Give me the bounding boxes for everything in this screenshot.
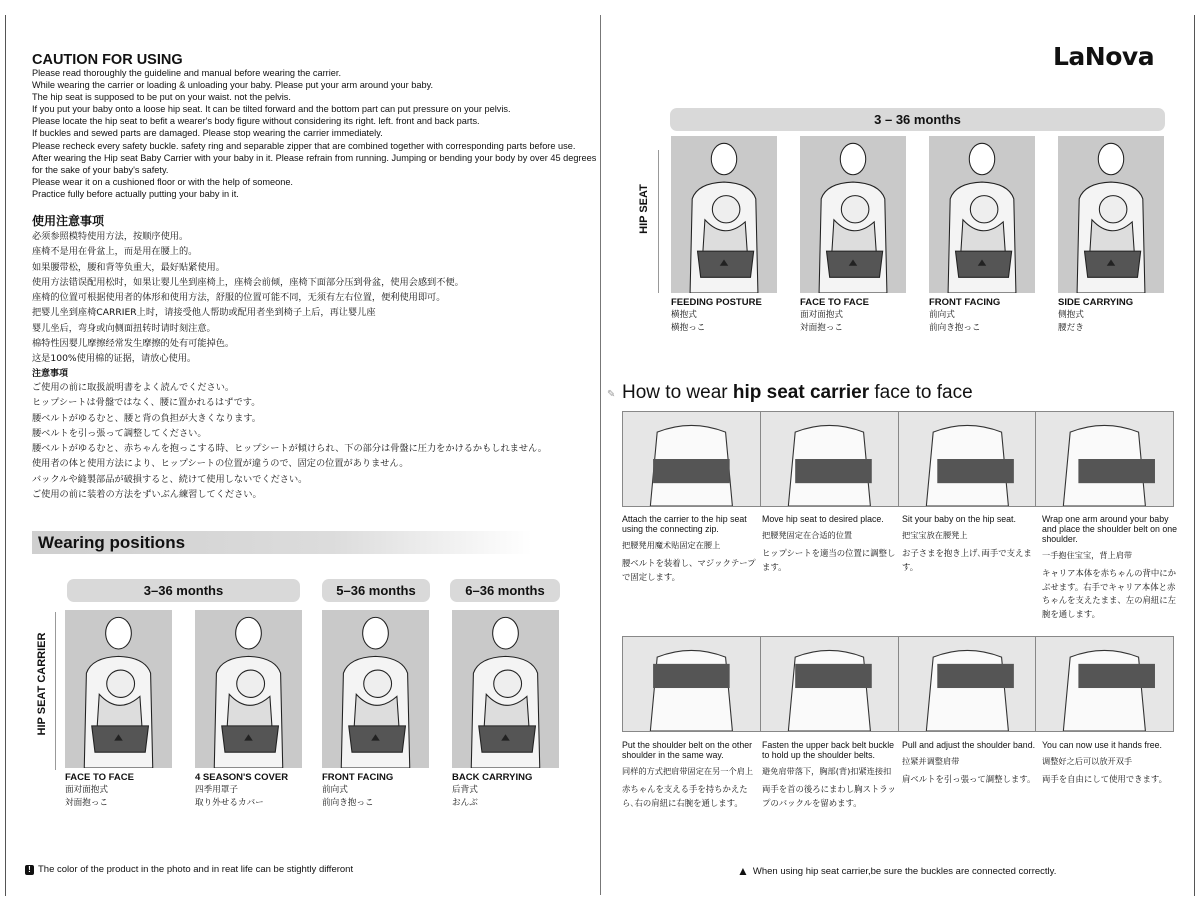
text-line: ご使用の前に取扱説明書をよく読んでください。 (32, 382, 235, 393)
page-divider (600, 15, 601, 895)
text-line: 这是100%使用棉的证据，请放心使用。 (32, 353, 197, 364)
position-label-cn: 前向式 (929, 310, 955, 320)
text-line: 必须参照模特使用方法，按顺序使用。 (32, 231, 189, 242)
text-line: 座椅不是用在骨盆上，而是用在腰上的。 (32, 246, 198, 258)
caution-jp-list (32, 380, 547, 502)
step-text-cn: 拉紧并调整肩带 (902, 756, 960, 766)
position-illustration (195, 610, 302, 768)
position-illustration (65, 610, 172, 768)
position-label-en: 4 SEASON'S COVER (195, 772, 289, 783)
wearing-positions-banner: Wearing positions (32, 531, 532, 554)
exclamation-icon: ! (25, 865, 34, 875)
text-line: Practice fully before actually putting your baby in it. (32, 188, 239, 199)
buckle-warning (737, 864, 1056, 878)
caution-jp-title: 注意事項 (32, 369, 69, 379)
position-label-jp: 横抱っこ (671, 323, 706, 333)
position-label (65, 771, 134, 810)
text-line: Please read thoroughly the guideline and manual before wearing the carrier. (32, 68, 342, 78)
position-label-jp: 腰だき (1058, 323, 1084, 333)
position-label-cn: 四季用罩子 (195, 785, 238, 795)
position-label-jp: 前向き抱っこ (929, 323, 981, 333)
caution-en-title: CAUTION FOR USING (32, 52, 183, 68)
step-text-jp: 両手を自由にして使用できます。 (1042, 774, 1167, 784)
step-illustration (899, 412, 1037, 506)
side-label-line (55, 612, 56, 770)
text-line: 把婴儿坐到座椅CARRIER上时，请接受他人帮助或配用者坐到椅子上后，再让婴儿座 (32, 307, 376, 319)
howto-step-1 (622, 514, 760, 584)
age-pill-5-36: 5–36 months (322, 579, 430, 602)
text-line: 腰ベルトがゆるむと、赤ちゃんを抱っこする時、ヒップシートが傾けられ、下の部分は骨盤に圧力をかけるかもしれません。 (32, 443, 547, 454)
buckle-warning-text: When using hip seat carrier,be sure the buckles are connected correctly. (752, 865, 1057, 877)
step-text-en: Sit your baby on the hip seat. (902, 514, 1016, 524)
step-text-cn: 把宝宝放在腰凳上 (902, 530, 968, 540)
text-line: 腰ベルトを引っ張って調整してください。 (32, 427, 207, 439)
step-text-jp: 肩ベルトを引っ張って調整します。 (902, 774, 1036, 784)
step-text-en: Pull and adjust the shoulder band. (902, 740, 1036, 750)
howto-step-4 (1042, 514, 1180, 621)
step-text-cn: 一手抱住宝宝，背上肩带 (1042, 550, 1133, 560)
steps-row-1-images (622, 411, 1174, 507)
position-label (671, 296, 762, 335)
text-line: If you put your baby onto a loose hip seat. It can be tilted forward and the bottom part can put pressure on your pelvis. (32, 104, 511, 115)
position-label-en: FRONT FACING (322, 772, 394, 783)
step-text-jp: ヒップシートを適当の位置に調整します。 (762, 548, 896, 572)
step-text-en: You can now use it hands free. (1042, 740, 1162, 750)
caution-en-list (32, 67, 596, 200)
position-label-jp: 対面抱っこ (800, 323, 843, 333)
position-illustration (1058, 136, 1164, 293)
howto-step-3 (902, 514, 1040, 574)
text-line: Please recheck every safety buckle. safety ring and separable zipper that are combined together with corresponding parts before use. (32, 140, 576, 151)
age-pill-6-36: 6–36 months (450, 579, 560, 602)
step-text-jp: お子さまを抱き上げ､両手で支えます。 (902, 548, 1032, 572)
steps-row-2-images (622, 636, 1174, 732)
step-text-en: Attach the carrier to the hip seat using the connecting zip. (622, 514, 747, 534)
position-label-cn: 横抱式 (671, 310, 697, 320)
step-text-jp: 腰ベルトを装着し、マジックテープで固定します。 (622, 558, 756, 582)
howto-step-8 (1042, 740, 1180, 787)
text-line: While wearing the carrier or loading & unloading your baby. Please put your arm around your baby. (32, 80, 434, 91)
position-label-en: SIDE CARRYING (1058, 297, 1134, 308)
color-disclaimer-text: The color of the product in the photo and in reat life can be stightly differont (38, 864, 354, 875)
age-pill-3-36: 3–36 months (67, 579, 300, 602)
position-label-en: FRONT FACING (929, 297, 1001, 308)
howto-prefix: How to wear (622, 382, 733, 403)
age-pill-right: 3 – 36 months (670, 108, 1165, 131)
position-label-cn: 前向式 (322, 785, 348, 795)
position-label (452, 771, 532, 810)
howto-step-6 (762, 740, 900, 810)
step-illustration (623, 412, 761, 506)
text-line: 座椅的位置可根据使用者的体形和使用方法，舒服的位置可能不同，无须有左右位置，便利使用即可。 (32, 292, 446, 303)
hip-seat-side-label: HIP SEAT (638, 184, 650, 234)
color-disclaimer (25, 864, 353, 875)
text-line: 婴儿坐后，弯身或向侧面扭转时请时刻注意。 (32, 322, 216, 334)
text-line: for the sake of your baby's safety. (32, 164, 169, 175)
howto-suffix: face to face (869, 382, 973, 403)
position-label-en: BACK CARRYING (452, 772, 533, 783)
position-label-cn: 后背式 (452, 785, 478, 795)
step-illustration (623, 637, 761, 731)
step-text-jp: キャリア本体を赤ちゃんの背中にかぶせます。右手でキャリア本体と赤ちゃんを支えたまま、左の肩紐に左腕を通します。 (1042, 568, 1176, 619)
text-line: Please locate the hip seat to befit a wearer's body figure without considering its right. left. front and back parts. (32, 116, 480, 127)
pencil-icon: ✎ (607, 389, 616, 400)
position-label (1058, 296, 1133, 335)
position-label (195, 771, 288, 810)
position-illustration (452, 610, 559, 768)
warning-icon: ▲ (737, 864, 749, 878)
text-line: 如果腰带松，腰和背等负重大，最好贴紧使用。 (32, 261, 225, 273)
text-line: バックルや縫製部品が破損すると、続けて使用しないでください。 (32, 473, 308, 485)
position-illustration (800, 136, 906, 293)
step-text-en: Fasten the upper back belt buckle to hold up the shoulder belts. (762, 740, 895, 760)
lanova-logo: LaNova (1053, 42, 1155, 71)
step-illustration (761, 637, 899, 731)
step-illustration (899, 637, 1037, 731)
position-label (800, 296, 869, 335)
text-line: If buckles and sewed parts are damaged. Please stop wearing the carrier immediately. (32, 128, 383, 139)
step-text-cn: 避免肩带落下，胸部(背)扣紧连接扣 (762, 766, 892, 776)
position-label-jp: 前向き抱っこ (322, 798, 374, 808)
position-label-cn: 面对面抱式 (65, 785, 108, 795)
hip-seat-carrier-side-label: HIP SEAT CARRIER (36, 632, 48, 736)
position-illustration (322, 610, 429, 768)
position-label-cn: 侧抱式 (1058, 310, 1084, 320)
text-line: ヒップシートは骨盤ではなく、腰に置かれるはずです。 (32, 397, 261, 409)
position-illustration (929, 136, 1035, 293)
step-text-en: Wrap one arm around your baby and place the shoulder belt on one shoulder. (1042, 514, 1177, 544)
text-line: 棉特性因婴儿摩擦经常发生摩擦的处有可能掉色。 (32, 337, 235, 349)
howto-bold: hip seat carrier (732, 382, 870, 403)
step-illustration (761, 412, 899, 506)
caution-cn-title: 使用注意事项 (32, 214, 105, 228)
text-line: 使用方法错误配用松时，如果让婴儿坐到座椅上，座椅会前倾，座椅下面部分压到骨盆，使用会感到不便。 (32, 276, 464, 288)
step-text-cn: 把腰凳用魔术贴固定在腰上 (622, 540, 721, 550)
position-label-en: FACE TO FACE (65, 772, 134, 783)
position-label-en: FEEDING POSTURE (671, 297, 762, 308)
step-text-jp: 赤ちゃんを支える手を持ちかえたら､右の肩紐に右腕を通します。 (622, 784, 748, 808)
side-label-line-right (658, 150, 659, 293)
caution-cn-list (32, 229, 464, 366)
position-label-jp: 取り外せるカバー (195, 798, 264, 808)
howto-heading (622, 382, 973, 404)
howto-step-7 (902, 740, 1040, 787)
position-label-en: FACE TO FACE (800, 297, 869, 308)
step-illustration (1036, 412, 1173, 506)
position-illustration (671, 136, 777, 293)
text-line: 使用者の体と使用方法により、ヒップシートの位置が違うので、固定の位置がありません。 (32, 458, 409, 470)
position-label (929, 296, 1000, 335)
step-text-cn: 同样的方式把肩带固定在另一个肩上 (622, 766, 754, 776)
text-line: After wearing the Hip seat Baby Carrier with your baby in it. Please refrain from running. Jumping or bending your body by over 45 degrees (32, 152, 597, 163)
position-label (322, 771, 393, 810)
position-label-cn: 面对面抱式 (800, 310, 843, 320)
step-text-en: Move hip seat to desired place. (762, 514, 884, 524)
text-line: The hip seat is supposed to be put on your waist. not the pelvis. (32, 92, 291, 103)
howto-step-2 (762, 514, 900, 574)
position-label-jp: おんぶ (452, 798, 478, 808)
step-text-en: Put the shoulder belt on the other shoulder in the same way. (622, 740, 753, 760)
step-text-cn: 调整好之后可以放开双手 (1042, 756, 1133, 766)
step-text-cn: 把腰凳固定在合适的位置 (762, 530, 853, 540)
step-illustration (1036, 637, 1173, 731)
text-line: ご使用の前に装着の方法をずいぶん練習してください。 (32, 488, 262, 500)
text-line: Please wear it on a cushioned floor or with the help of someone. (32, 176, 293, 187)
position-label-jp: 対面抱っこ (65, 798, 108, 808)
howto-step-5 (622, 740, 760, 810)
text-line: 腰ベルトがゆるむと、腰と背の負担が大きくなります。 (32, 412, 261, 424)
step-text-jp: 両手を首の後ろにまわし胸ストラップのバックルを留めます。 (762, 784, 896, 808)
